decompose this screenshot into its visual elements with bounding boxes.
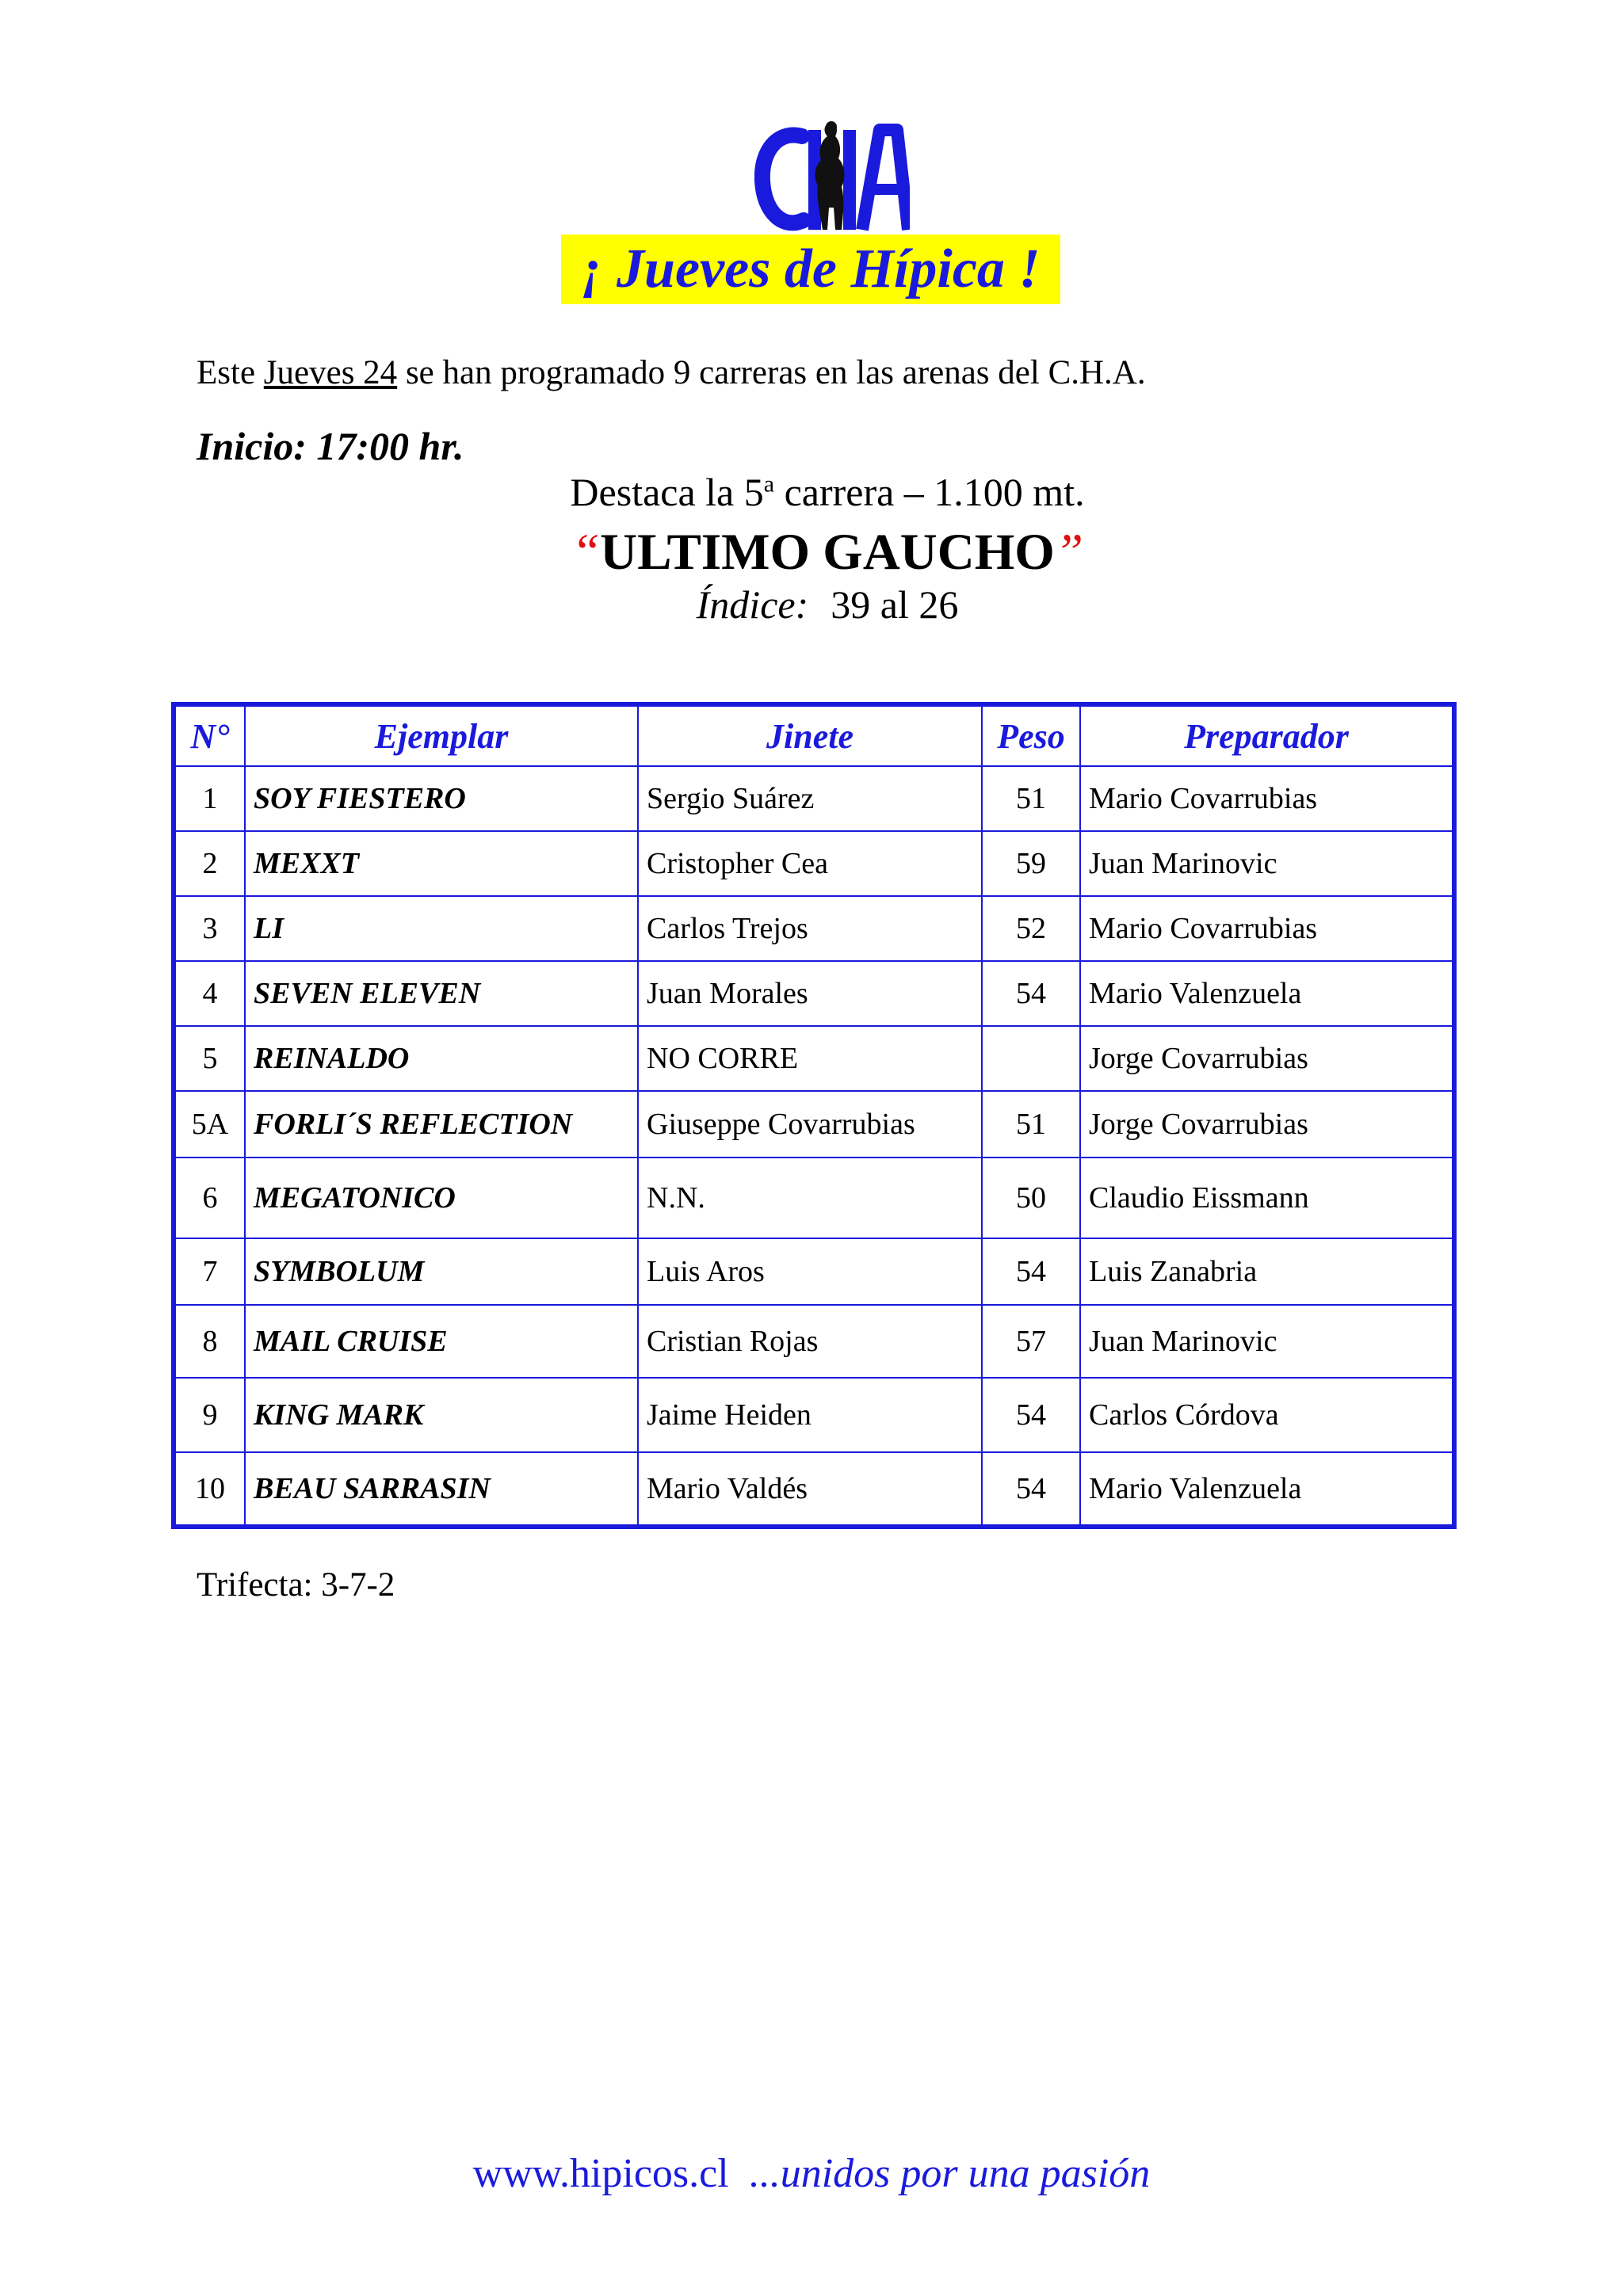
table-row (174, 961, 1454, 1026)
entries-table (171, 702, 1457, 1529)
row-trainer: Carlos Córdova (1080, 1378, 1454, 1452)
row-weight: 54 (982, 1378, 1080, 1452)
row-trainer: Jorge Covarrubias (1080, 1026, 1454, 1091)
row-horse: LI (245, 896, 638, 961)
page-title-banner: ¡ Jueves de Hípica ! (561, 235, 1060, 304)
row-weight: 59 (982, 831, 1080, 896)
row-horse: SEVEN ELEVEN (245, 961, 638, 1026)
row-horse: SYMBOLUM (245, 1238, 638, 1305)
row-weight: 54 (982, 961, 1080, 1026)
close-quote: ” (1054, 524, 1083, 581)
intro-text-after: se han programado 9 carreras en las arenas del C.H.A. (397, 354, 1146, 391)
row-jockey: Giuseppe Covarrubias (638, 1091, 982, 1158)
row-num: 6 (174, 1158, 245, 1238)
row-horse: KING MARK (245, 1378, 638, 1452)
row-jockey: Cristian Rojas (638, 1305, 982, 1378)
row-num: 3 (174, 896, 245, 961)
race-index (0, 582, 1623, 627)
row-horse: FORLI´S REFLECTION (245, 1091, 638, 1158)
table-row (174, 1026, 1454, 1091)
row-horse: MAIL CRUISE (245, 1305, 638, 1378)
start-time: Inicio: 17:00 hr. (197, 424, 464, 468)
cha-logo (754, 119, 910, 238)
intro-day: Jueves 24 (263, 354, 398, 391)
row-num: 8 (174, 1305, 245, 1378)
trifecta-result: Trifecta: 3-7-2 (197, 1566, 395, 1604)
row-weight: 57 (982, 1305, 1080, 1378)
table-row (174, 896, 1454, 961)
row-horse: SOY FIESTERO (245, 766, 638, 831)
row-weight: 50 (982, 1158, 1080, 1238)
header-weight: Peso (982, 704, 1080, 766)
row-jockey: Luis Aros (638, 1238, 982, 1305)
index-value: 39 al 26 (831, 582, 959, 627)
row-trainer: Mario Valenzuela (1080, 961, 1454, 1026)
row-jockey: Sergio Suárez (638, 766, 982, 831)
row-weight (982, 1026, 1080, 1091)
row-trainer: Claudio Eissmann (1080, 1158, 1454, 1238)
table-row (174, 831, 1454, 896)
row-jockey: Jaime Heiden (638, 1378, 982, 1452)
row-horse: MEXXT (245, 831, 638, 896)
footer-url-link[interactable]: www.hipicos.cl (472, 2151, 729, 2196)
row-trainer: Juan Marinovic (1080, 1305, 1454, 1378)
row-num: 4 (174, 961, 245, 1026)
row-jockey: Carlos Trejos (638, 896, 982, 961)
row-weight: 51 (982, 766, 1080, 831)
header-jockey: Jinete (638, 704, 982, 766)
table-row (174, 1378, 1454, 1452)
open-quote: “ (571, 524, 601, 581)
row-jockey: N.N. (638, 1158, 982, 1238)
row-trainer: Mario Valenzuela (1080, 1452, 1454, 1527)
header-horse: Ejemplar (245, 704, 638, 766)
footer (0, 2150, 1623, 2197)
row-jockey: Mario Valdés (638, 1452, 982, 1527)
table-row (174, 1091, 1454, 1158)
row-num: 9 (174, 1378, 245, 1452)
row-jockey: Juan Morales (638, 961, 982, 1026)
row-weight: 54 (982, 1238, 1080, 1305)
table-header-row (174, 704, 1454, 766)
row-trainer: Jorge Covarrubias (1080, 1091, 1454, 1158)
row-trainer: Mario Covarrubias (1080, 896, 1454, 961)
row-horse: BEAU SARRASIN (245, 1452, 638, 1527)
row-num: 10 (174, 1452, 245, 1527)
row-weight: 52 (982, 896, 1080, 961)
intro-text-before: Este (197, 354, 264, 391)
table-row (174, 1305, 1454, 1378)
row-trainer: Juan Marinovic (1080, 831, 1454, 896)
row-trainer: Mario Covarrubias (1080, 766, 1454, 831)
row-num: 5 (174, 1026, 245, 1091)
intro-paragraph (197, 353, 1146, 392)
row-jockey: NO CORRE (638, 1026, 982, 1091)
row-horse: MEGATONICO (245, 1158, 638, 1238)
featured-prefix: Destaca la 5 (570, 470, 764, 514)
table-row (174, 1452, 1454, 1527)
row-trainer: Luis Zanabria (1080, 1238, 1454, 1305)
row-num: 7 (174, 1238, 245, 1305)
table-row (174, 1238, 1454, 1305)
row-weight: 51 (982, 1091, 1080, 1158)
featured-suffix: carrera – 1.100 mt. (774, 470, 1085, 514)
featured-race-name (0, 523, 1623, 582)
row-jockey: Cristopher Cea (638, 831, 982, 896)
featured-race-line (0, 469, 1623, 515)
table-row (174, 1158, 1454, 1238)
race-name-text: ULTIMO GAUCHO (600, 524, 1055, 581)
index-label: Índice: (696, 582, 809, 627)
table-row (174, 766, 1454, 831)
row-num: 2 (174, 831, 245, 896)
row-horse: REINALDO (245, 1026, 638, 1091)
featured-ordinal: a (763, 471, 775, 498)
row-num: 1 (174, 766, 245, 831)
header-trainer: Preparador (1080, 704, 1454, 766)
header-num: N° (174, 704, 245, 766)
row-num: 5A (174, 1091, 245, 1158)
row-weight: 54 (982, 1452, 1080, 1527)
footer-tagline: ...unidos por una pasión (749, 2151, 1151, 2196)
